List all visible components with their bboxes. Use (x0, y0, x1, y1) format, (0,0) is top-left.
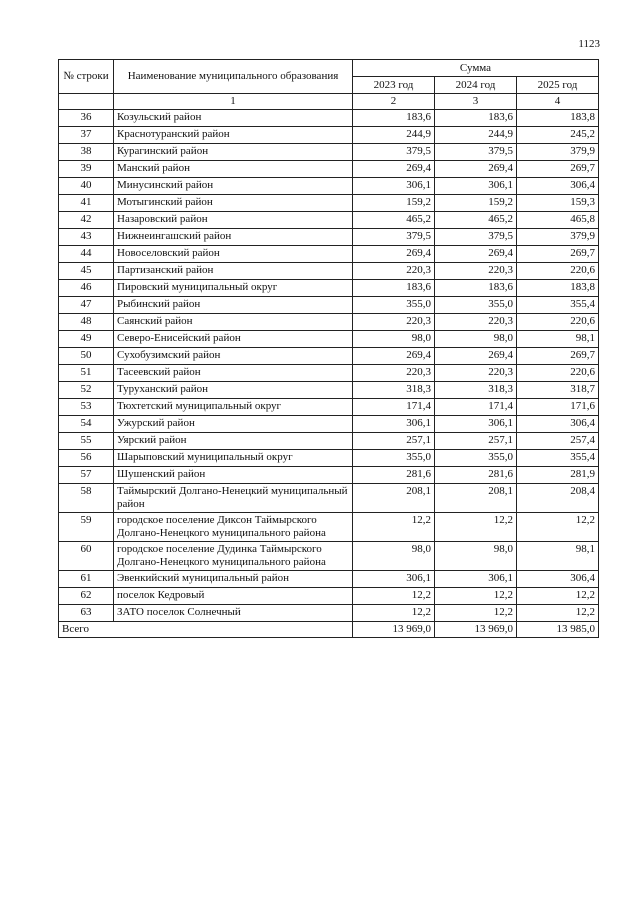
value-2024: 355,0 (435, 297, 517, 314)
municipality-name: Туруханский район (114, 382, 353, 399)
municipality-name: Манский район (114, 161, 353, 178)
table-row (59, 178, 599, 195)
total-row (59, 622, 599, 638)
municipality-name: Эвенкийский муниципальный район (114, 571, 353, 588)
municipality-name: Ужурский район (114, 416, 353, 433)
table-row (59, 246, 599, 263)
value-2023: 12,2 (353, 605, 435, 622)
value-2023: 183,6 (353, 110, 435, 127)
municipality-name: Тасеевский район (114, 365, 353, 382)
value-2025: 379,9 (517, 229, 599, 246)
table-row (59, 331, 599, 348)
municipality-name: Сухобузимский район (114, 348, 353, 365)
municipality-name: Шарыповский муниципальный округ (114, 450, 353, 467)
header-sum: Сумма (353, 60, 599, 77)
municipality-name: Таймырский Долгано-Ненецкий муниципальный район (114, 484, 353, 513)
value-2025: 269,7 (517, 246, 599, 263)
row-number: 55 (59, 433, 114, 450)
value-2025: 98,1 (517, 542, 599, 571)
value-2023: 306,1 (353, 571, 435, 588)
value-2023: 208,1 (353, 484, 435, 513)
table-row (59, 110, 599, 127)
value-2024: 220,3 (435, 263, 517, 280)
municipality-name: Пировский муниципальный округ (114, 280, 353, 297)
value-2023: 355,0 (353, 297, 435, 314)
table-row (59, 433, 599, 450)
municipality-name: Назаровский район (114, 212, 353, 229)
value-2023: 244,9 (353, 127, 435, 144)
row-number: 51 (59, 365, 114, 382)
page-number: 1123 (578, 38, 600, 50)
value-2025: 208,4 (517, 484, 599, 513)
header-municipality-name: Наименование муниципального образования (114, 60, 353, 94)
value-2024: 171,4 (435, 399, 517, 416)
value-2023: 12,2 (353, 588, 435, 605)
value-2023: 306,1 (353, 178, 435, 195)
value-2025: 465,8 (517, 212, 599, 229)
value-2023: 269,4 (353, 161, 435, 178)
municipality-name: Новоселовский район (114, 246, 353, 263)
value-2023: 465,2 (353, 212, 435, 229)
municipality-name: Тюхтетский муниципальный округ (114, 399, 353, 416)
value-2024: 318,3 (435, 382, 517, 399)
value-2024: 183,6 (435, 110, 517, 127)
row-number: 53 (59, 399, 114, 416)
municipality-name: Козульский район (114, 110, 353, 127)
value-2024: 306,1 (435, 571, 517, 588)
value-2025: 159,3 (517, 195, 599, 212)
value-2025: 183,8 (517, 280, 599, 297)
row-number: 41 (59, 195, 114, 212)
municipality-name: Шушенский район (114, 467, 353, 484)
value-2023: 281,6 (353, 467, 435, 484)
value-2025: 306,4 (517, 416, 599, 433)
row-number: 42 (59, 212, 114, 229)
value-2023: 183,6 (353, 280, 435, 297)
row-number: 63 (59, 605, 114, 622)
value-2024: 220,3 (435, 365, 517, 382)
row-number: 57 (59, 467, 114, 484)
row-number: 50 (59, 348, 114, 365)
total-2023: 13 969,0 (353, 622, 435, 638)
value-2024: 269,4 (435, 246, 517, 263)
value-2023: 98,0 (353, 331, 435, 348)
table-row (59, 161, 599, 178)
row-number: 36 (59, 110, 114, 127)
index-cell-5: 4 (517, 94, 599, 110)
municipality-name: Курагинский район (114, 144, 353, 161)
value-2024: 98,0 (435, 542, 517, 571)
value-2025: 306,4 (517, 571, 599, 588)
index-cell-4: 3 (435, 94, 517, 110)
row-number: 59 (59, 513, 114, 542)
value-2024: 306,1 (435, 416, 517, 433)
table-row (59, 467, 599, 484)
table-row (59, 484, 599, 513)
municipality-name: Уярский район (114, 433, 353, 450)
row-number: 46 (59, 280, 114, 297)
value-2025: 355,4 (517, 297, 599, 314)
value-2023: 318,3 (353, 382, 435, 399)
value-2024: 220,3 (435, 314, 517, 331)
value-2023: 159,2 (353, 195, 435, 212)
index-cell-2: 1 (114, 94, 353, 110)
row-number: 60 (59, 542, 114, 571)
value-2025: 220,6 (517, 365, 599, 382)
row-number: 61 (59, 571, 114, 588)
value-2024: 12,2 (435, 605, 517, 622)
value-2025: 98,1 (517, 331, 599, 348)
total-label: Всего (59, 622, 353, 638)
value-2025: 12,2 (517, 513, 599, 542)
value-2024: 208,1 (435, 484, 517, 513)
row-number: 58 (59, 484, 114, 513)
value-2025: 220,6 (517, 314, 599, 331)
municipality-name: Мотыгинский район (114, 195, 353, 212)
municipality-name: поселок Кедровый (114, 588, 353, 605)
value-2024: 244,9 (435, 127, 517, 144)
row-number: 37 (59, 127, 114, 144)
row-number: 54 (59, 416, 114, 433)
table-row (59, 588, 599, 605)
value-2025: 269,7 (517, 348, 599, 365)
value-2023: 257,1 (353, 433, 435, 450)
row-number: 38 (59, 144, 114, 161)
index-cell-3: 2 (353, 94, 435, 110)
municipality-name: Северо-Енисейский район (114, 331, 353, 348)
row-number: 45 (59, 263, 114, 280)
table-row (59, 571, 599, 588)
value-2024: 269,4 (435, 348, 517, 365)
value-2025: 318,7 (517, 382, 599, 399)
row-number: 43 (59, 229, 114, 246)
value-2025: 220,6 (517, 263, 599, 280)
table-row (59, 314, 599, 331)
index-cell-1 (59, 94, 114, 110)
table-row (59, 297, 599, 314)
value-2025: 257,4 (517, 433, 599, 450)
value-2025: 281,9 (517, 467, 599, 484)
municipality-name: Нижнеингашский район (114, 229, 353, 246)
value-2025: 355,4 (517, 450, 599, 467)
value-2023: 306,1 (353, 416, 435, 433)
table-row (59, 416, 599, 433)
value-2023: 355,0 (353, 450, 435, 467)
total-2024: 13 969,0 (435, 622, 517, 638)
table-row (59, 144, 599, 161)
value-2025: 171,6 (517, 399, 599, 416)
value-2023: 98,0 (353, 542, 435, 571)
value-2023: 220,3 (353, 365, 435, 382)
municipality-name: ЗАТО поселок Солнечный (114, 605, 353, 622)
value-2024: 306,1 (435, 178, 517, 195)
value-2024: 257,1 (435, 433, 517, 450)
row-number: 47 (59, 297, 114, 314)
table-row (59, 348, 599, 365)
value-2024: 379,5 (435, 144, 517, 161)
value-2024: 355,0 (435, 450, 517, 467)
table-row (59, 542, 599, 571)
value-2023: 171,4 (353, 399, 435, 416)
header-year-2023: 2023 год (353, 77, 435, 94)
table-row (59, 605, 599, 622)
value-2024: 269,4 (435, 161, 517, 178)
value-2024: 379,5 (435, 229, 517, 246)
total-2025: 13 985,0 (517, 622, 599, 638)
value-2025: 12,2 (517, 605, 599, 622)
municipality-name: городское поселение Дудинка Таймырского Долгано-Ненецкого муниципального района (114, 542, 353, 571)
table-body (59, 110, 599, 622)
value-2024: 12,2 (435, 588, 517, 605)
municipality-name: Краснотуранский район (114, 127, 353, 144)
table-row (59, 212, 599, 229)
table-row (59, 229, 599, 246)
municipality-name: городское поселение Диксон Таймырского Долгано-Ненецкого муниципального района (114, 513, 353, 542)
value-2025: 379,9 (517, 144, 599, 161)
row-number: 52 (59, 382, 114, 399)
table-row (59, 450, 599, 467)
value-2023: 379,5 (353, 229, 435, 246)
value-2025: 183,8 (517, 110, 599, 127)
table-row (59, 513, 599, 542)
value-2023: 269,4 (353, 348, 435, 365)
row-number: 62 (59, 588, 114, 605)
value-2024: 12,2 (435, 513, 517, 542)
value-2024: 159,2 (435, 195, 517, 212)
budget-table (58, 59, 599, 638)
value-2023: 379,5 (353, 144, 435, 161)
table-row (59, 382, 599, 399)
table-row (59, 195, 599, 212)
value-2025: 245,2 (517, 127, 599, 144)
value-2023: 269,4 (353, 246, 435, 263)
table-row (59, 263, 599, 280)
value-2024: 98,0 (435, 331, 517, 348)
value-2023: 220,3 (353, 314, 435, 331)
value-2024: 281,6 (435, 467, 517, 484)
value-2025: 306,4 (517, 178, 599, 195)
row-number: 48 (59, 314, 114, 331)
row-number: 44 (59, 246, 114, 263)
value-2024: 465,2 (435, 212, 517, 229)
table-row (59, 280, 599, 297)
row-number: 40 (59, 178, 114, 195)
table-row (59, 127, 599, 144)
header-year-2025: 2025 год (517, 77, 599, 94)
row-number: 56 (59, 450, 114, 467)
value-2025: 12,2 (517, 588, 599, 605)
value-2025: 269,7 (517, 161, 599, 178)
table-row (59, 399, 599, 416)
municipality-name: Рыбинский район (114, 297, 353, 314)
municipality-name: Саянский район (114, 314, 353, 331)
header-year-2024: 2024 год (435, 77, 517, 94)
row-number: 39 (59, 161, 114, 178)
row-number: 49 (59, 331, 114, 348)
header-row-number: № строки (59, 60, 114, 94)
municipality-name: Партизанский район (114, 263, 353, 280)
value-2024: 183,6 (435, 280, 517, 297)
value-2023: 12,2 (353, 513, 435, 542)
value-2023: 220,3 (353, 263, 435, 280)
municipality-name: Минусинский район (114, 178, 353, 195)
table-row (59, 365, 599, 382)
